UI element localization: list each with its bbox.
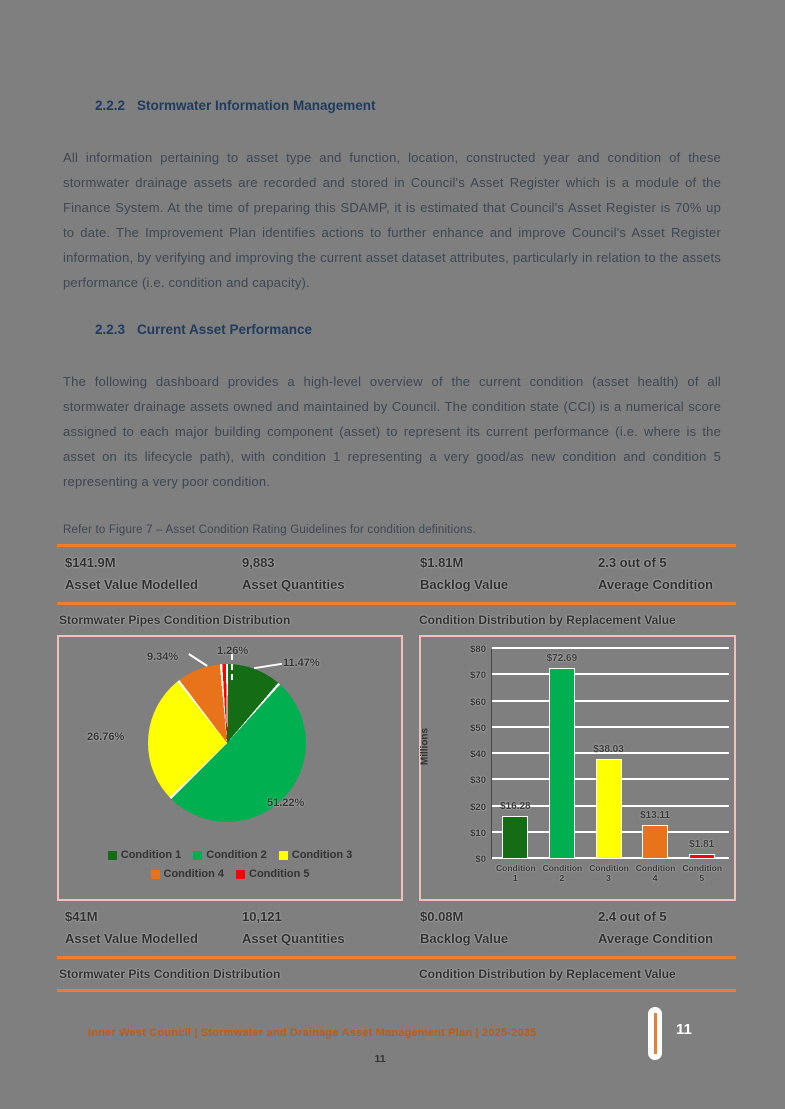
legend-label: Condition 1 (120, 849, 182, 861)
pie-data-label: 1.26% (217, 645, 249, 657)
bar-value-label: $1.81 (689, 839, 715, 851)
legend-swatch (279, 851, 288, 860)
legend-label: Condition 4 (163, 868, 224, 880)
section-title: Current Asset Performance (137, 322, 313, 337)
metric-value: 2.3 out of 5 (598, 555, 667, 570)
metric-value: $0.08M (420, 909, 464, 924)
page-edge-marker (648, 1007, 662, 1060)
metric-label: Asset Quantities (242, 931, 345, 946)
metric-value: 9,883 (242, 555, 275, 570)
x-axis-label: Condition 1 (496, 863, 536, 883)
bar (596, 759, 622, 859)
metric-label: Asset Value Modelled (65, 577, 198, 592)
bar-value-label: $38.03 (593, 744, 624, 756)
metrics-row-pits (57, 901, 736, 956)
y-axis-tick: $80 (470, 644, 486, 655)
gridline (492, 673, 729, 675)
figure-reference-note: Refer to Figure 7 – Asset Condition Rating Guidelines for condition definitions. (63, 523, 476, 536)
y-axis-tick: $40 (470, 749, 486, 760)
pie-chart (57, 635, 403, 901)
legend-swatch (193, 851, 202, 860)
legend-swatch (108, 851, 117, 860)
chart-titles-row (57, 959, 736, 989)
metric-label: Average Condition (598, 577, 714, 592)
legend-swatch (236, 870, 245, 879)
pits-right-chart-title: Condition Distribution by Replacement Value (419, 967, 676, 981)
legend-item (279, 849, 353, 861)
gridline (492, 726, 729, 728)
metric-value: 10,121 (242, 909, 282, 924)
metric-card (234, 909, 412, 946)
metric-card (590, 909, 736, 946)
page-number: 11 (374, 1053, 386, 1065)
x-axis-label: Condition 3 (589, 863, 629, 883)
metric-label: Average Condition (598, 931, 714, 946)
bar-chart (419, 635, 736, 901)
bar-value-label: $13.11 (640, 809, 671, 821)
metric-value: $41M (65, 909, 98, 924)
legend-item (236, 868, 310, 880)
y-axis-tick: $20 (470, 801, 486, 813)
section-heading-223 (95, 322, 312, 337)
legend-item (151, 868, 225, 880)
bar (549, 668, 575, 859)
metric-label: Backlog Value (420, 577, 509, 592)
metric-card (412, 555, 590, 592)
charts-row (57, 635, 736, 901)
pie-data-label: 51.22% (267, 797, 305, 809)
bar-plot (470, 644, 725, 883)
metric-value: $1.81M (420, 555, 464, 570)
bar (689, 854, 715, 859)
legend-label: Condition 5 (249, 868, 310, 880)
body-paragraph: All information pertaining to asset type and function, location, constructed year and condition of these stormwater drainage assets are recorded and stored in Council's Asset Register which is a module of the Finance System. At the time of preparing this SDAMP, it is estimated that Council's Asset Register is 70% up to date. The Improvement Plan identifies actions to further enhance and improve Council's Asset Register information, by verifying and improving the current asset dataset attributes, particularly in relation to the assets performance (i.e. condition and capacity). (63, 150, 721, 290)
legend-item (193, 849, 267, 861)
metric-card (57, 555, 234, 592)
pie-chart-title: Stormwater Pipes Condition Distribution (59, 613, 291, 627)
metric-value: $141.9M (65, 555, 116, 570)
asset-dashboard (57, 544, 736, 992)
y-axis-tick: $10 (470, 827, 486, 839)
metric-value: 2.4 out of 5 (598, 909, 667, 924)
pie-leader-line-dashed (231, 654, 233, 680)
metric-card (590, 555, 736, 592)
bar (642, 825, 668, 859)
gridline (492, 700, 729, 702)
pits-left-chart-title: Stormwater Pits Condition Distribution (59, 967, 281, 981)
bar (502, 816, 528, 859)
metric-card (412, 909, 590, 946)
section-number: 2.2.3 (95, 322, 126, 337)
legend-swatch (151, 870, 160, 879)
section-heading-222 (95, 98, 376, 113)
x-axis-label: Condition 5 (682, 863, 723, 883)
metric-card (234, 555, 412, 592)
footer-text: Inner West Council | Stormwater and Drainage Asset Management Plan | 2025-2035 (88, 1027, 537, 1039)
pie-data-label: 9.34% (147, 651, 179, 663)
metric-label: Asset Value Modelled (65, 931, 198, 946)
page-number-side: 11 (676, 1021, 692, 1038)
y-axis-tick: $0 (475, 854, 486, 865)
metric-label: Asset Quantities (242, 577, 345, 592)
legend-label: Condition 3 (291, 849, 353, 861)
x-axis-label: Condition 2 (542, 863, 583, 883)
body-paragraph: The following dashboard provides a high-level overview of the current condition (asset health) of all stormwater drainage assets owned and maintained by Council. The condition state (CCI) is a numerical score assigned to each major building component (asset) to represent its current performance (i.e. where is the asset on its lifecycle path), with condition 1 representing a very good/as new condition and condition 5 representing a very poor condition. (63, 374, 721, 489)
gridline (492, 647, 729, 649)
pie-leader-line (254, 663, 282, 669)
section-title: Stormwater Information Management (137, 98, 376, 113)
metric-label: Backlog Value (420, 931, 509, 946)
divider (57, 989, 736, 992)
y-axis-tick: $50 (470, 722, 486, 734)
legend-item (108, 849, 182, 861)
metrics-row-pipes (57, 547, 736, 602)
y-axis-tick: $30 (470, 775, 486, 787)
pie-leader-line (188, 653, 208, 667)
y-axis-title: Millions (419, 727, 431, 766)
legend-label: Condition 2 (206, 849, 267, 861)
page-edge-marker-line (654, 1013, 657, 1054)
pie-data-label: 11.47% (283, 657, 320, 669)
metric-card (57, 909, 234, 946)
section-number: 2.2.2 (95, 98, 126, 113)
pie-legend (74, 849, 386, 880)
x-axis-label: Condition 4 (635, 863, 676, 883)
y-axis-tick: $60 (470, 696, 486, 708)
y-axis-tick: $70 (470, 670, 486, 682)
bar-value-label: $16.28 (500, 801, 531, 813)
chart-titles-row (57, 605, 736, 635)
pie-data-label: 26.76% (87, 731, 125, 743)
bar-value-label: $72.69 (546, 653, 578, 665)
bar-chart-title: Condition Distribution by Replacement Value (419, 613, 676, 627)
